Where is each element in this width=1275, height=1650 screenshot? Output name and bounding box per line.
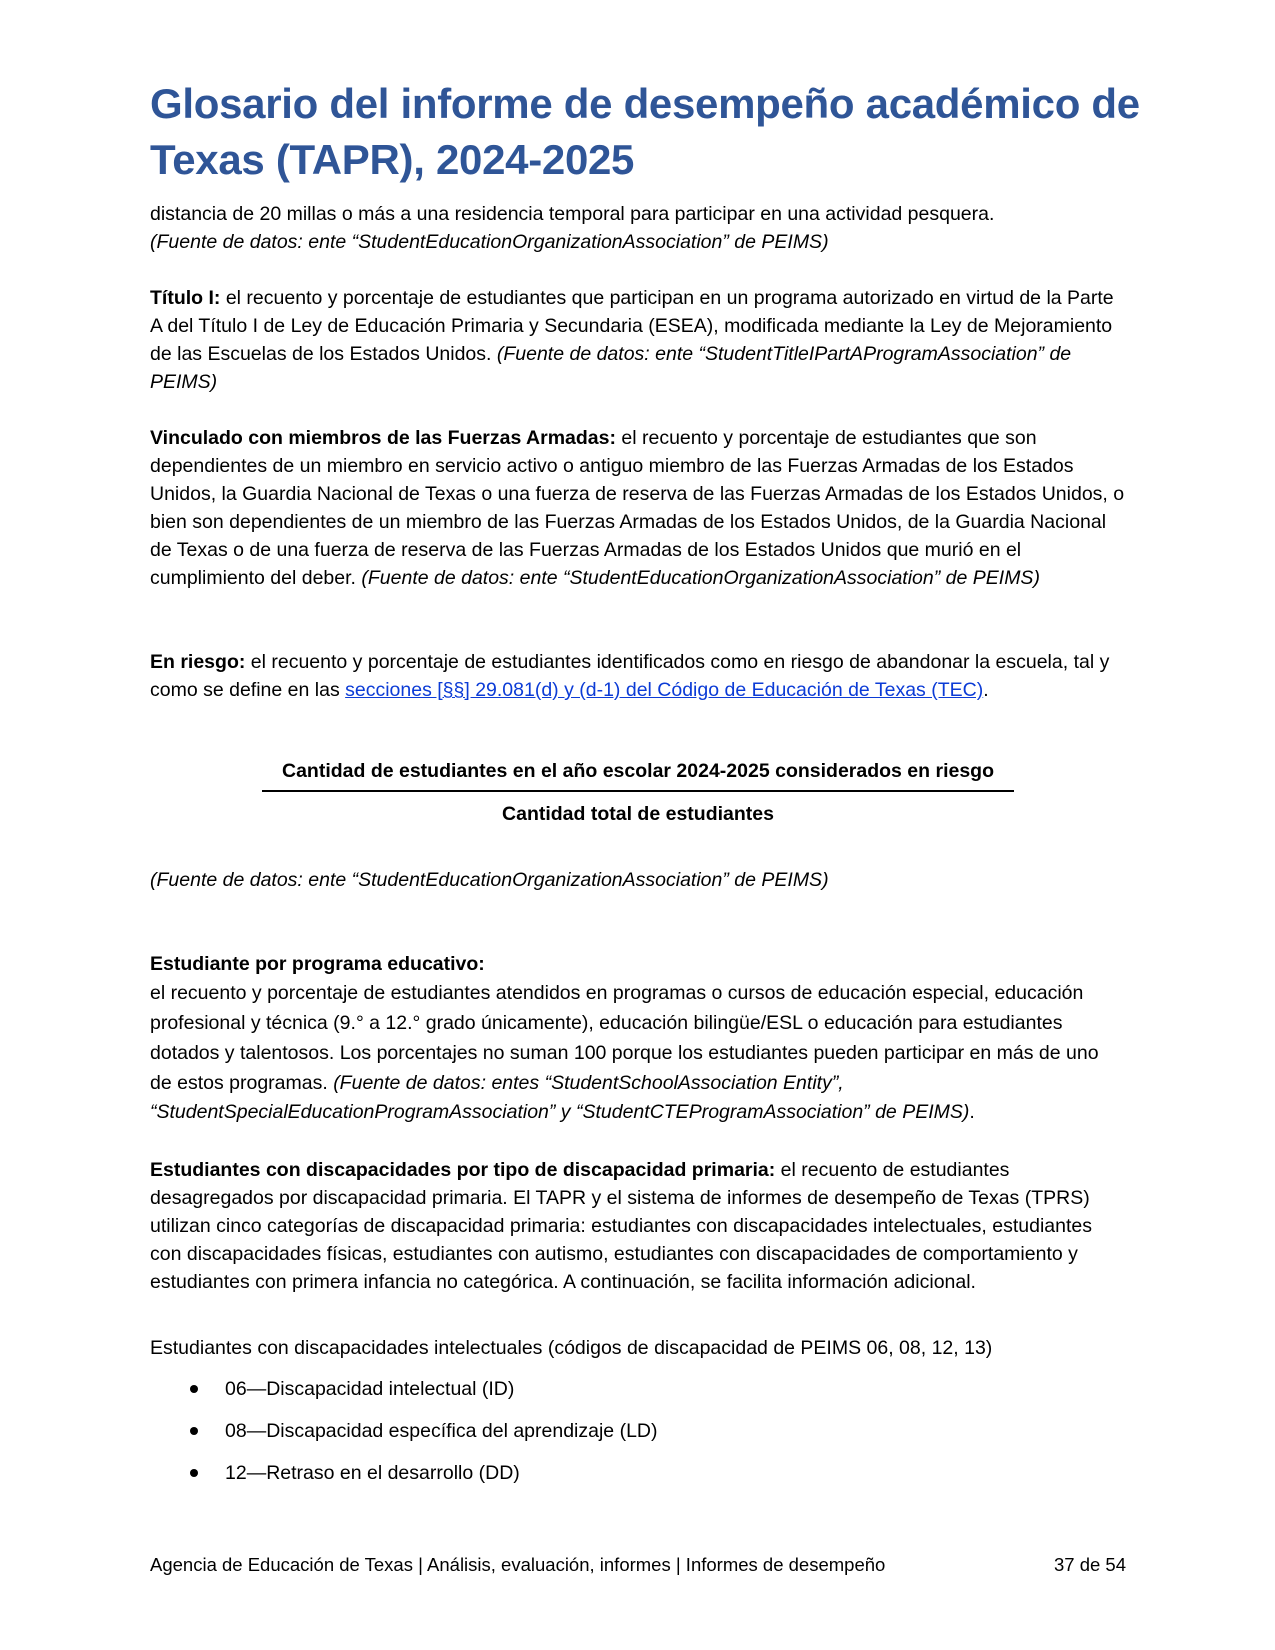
definition: el recuento y porcentaje de estudiantes que son dependientes de un miembro en servicio activo o antiguo miembro de las Fuerzas Armadas de los Estados Unidos, la Guardia Nacional de Texas o una fuerza de reserva de las Fuerzas Armadas de los Estados Unidos, o bien son dependientes de un miembro de las Fuerzas Armadas de los Estados Unidos, de la Guardia Nacional de Texas o de una fuerza de reserva de las Fuerzas Armadas de los Estados Unidos que murió en el cumplimiento del deber. <box>150 427 1125 589</box>
list-item <box>150 1375 658 1417</box>
punctuation: . <box>983 679 989 701</box>
tec-sections-link[interactable]: secciones [§§] 29.081(d) y (d-1) del Código de Educación de Texas (TEC) <box>345 679 984 701</box>
page-title: Glosario del informe de desempeño académico de Texas (TAPR), 2024-2025 <box>150 80 1140 183</box>
list-item-text: 08—Discapacidad específica del aprendizaje (LD) <box>225 1420 658 1442</box>
disability-code-list <box>150 1375 658 1501</box>
formula-denominator: Cantidad total de estudiantes <box>502 803 774 825</box>
continuation-paragraph <box>150 200 1125 256</box>
data-source: (Fuente de datos: ente “StudentTitleIPartAProgramAssociation” de PEIMS) <box>150 343 1072 393</box>
data-source: (Fuente de datos: ente “StudentEducationOrganizationAssociation” de PEIMS) <box>361 567 1040 589</box>
data-source: (Fuente de datos: entes “StudentSchoolAssociation Entity”, “StudentSpecialEducationProgramAssociation” y “StudentCTEProgramAssociation” de PEIMS) <box>150 1072 970 1123</box>
definition: el recuento de estudiantes desagregados por discapacidad primaria. El TAPR y el sistema de informes de desempeño de Texas (TPRS) utilizan cinco categorías de discapacidad primaria: estudiantes con discapacidades intelectuales, estudiantes con discapacidades físicas, estudiantes con autismo, estudiantes con discapacidades de comportamiento y estudiantes con primera infancia no categórica. A continuación, se facilita información adicional. <box>150 1159 1092 1293</box>
term: Título I: <box>150 287 221 309</box>
data-source: (Fuente de datos: ente “StudentEducationOrganizationAssociation” de PEIMS) <box>150 231 829 253</box>
disabilities-subheading: Estudiantes con discapacidades intelectuales (códigos de discapacidad de PEIMS 06, 08, 12, 13) <box>150 1337 993 1359</box>
at-risk-formula <box>262 756 1014 828</box>
list-item <box>150 1459 658 1501</box>
definition: el recuento y porcentaje de estudiantes atendidos en programas o cursos de educación especial, educación profesional y técnica (9.° a 12.° grado únicamente), educación bilingüe/ESL o educación para estudiantes dotados y talentosos. Los porcentajes no suman 100 porque los estudiantes pueden participar en más de uno de estos programas. <box>150 982 1099 1094</box>
formula-numerator: Cantidad de estudiantes en el año escolar 2024-2025 considerados en riesgo <box>262 756 1014 792</box>
page-number: 37 de 54 <box>1054 1554 1127 1575</box>
glossary-entry-discapacidades <box>150 1156 1125 1296</box>
continuation-text: distancia de 20 millas o más a una residencia temporal para participar en una actividad pesquera. <box>150 203 995 225</box>
definition: el recuento y porcentaje de estudiantes identificados como en riesgo de abandonar la escuela, tal y como se define en las <box>150 651 1110 701</box>
term: Estudiante por programa educativo: <box>150 953 485 975</box>
list-item <box>150 1417 658 1459</box>
bullet-icon <box>190 1469 198 1477</box>
glossary-entry-titulo-i <box>150 284 1125 396</box>
bullet-icon <box>190 1385 198 1393</box>
term: En riesgo: <box>150 651 246 673</box>
glossary-entry-fuerzas-armadas <box>150 424 1125 592</box>
punctuation: . <box>969 1101 975 1123</box>
data-source: (Fuente de datos: ente “StudentEducationOrganizationAssociation” de PEIMS) <box>150 869 829 891</box>
list-item-text: 06—Discapacidad intelectual (ID) <box>225 1378 515 1400</box>
term: Estudiantes con discapacidades por tipo de discapacidad primaria: <box>150 1159 776 1181</box>
list-item-text: 12—Retraso en el desarrollo (DD) <box>225 1462 520 1484</box>
term: Vinculado con miembros de las Fuerzas Armadas: <box>150 427 616 449</box>
bullet-icon <box>190 1427 198 1435</box>
definition: el recuento y porcentaje de estudiantes que participan en un programa autorizado en virtud de la Parte A del Título I de Ley de Educación Primaria y Secundaria (ESEA), modificada mediante la Ley de Mejoramiento de las Escuelas de los Estados Unidos. <box>150 287 1114 365</box>
glossary-entry-programa-educativo <box>150 950 1125 1126</box>
footer-text: Agencia de Educación de Texas | Análisis, evaluación, informes | Informes de desempeño <box>150 1554 886 1575</box>
glossary-entry-en-riesgo <box>150 648 1125 704</box>
